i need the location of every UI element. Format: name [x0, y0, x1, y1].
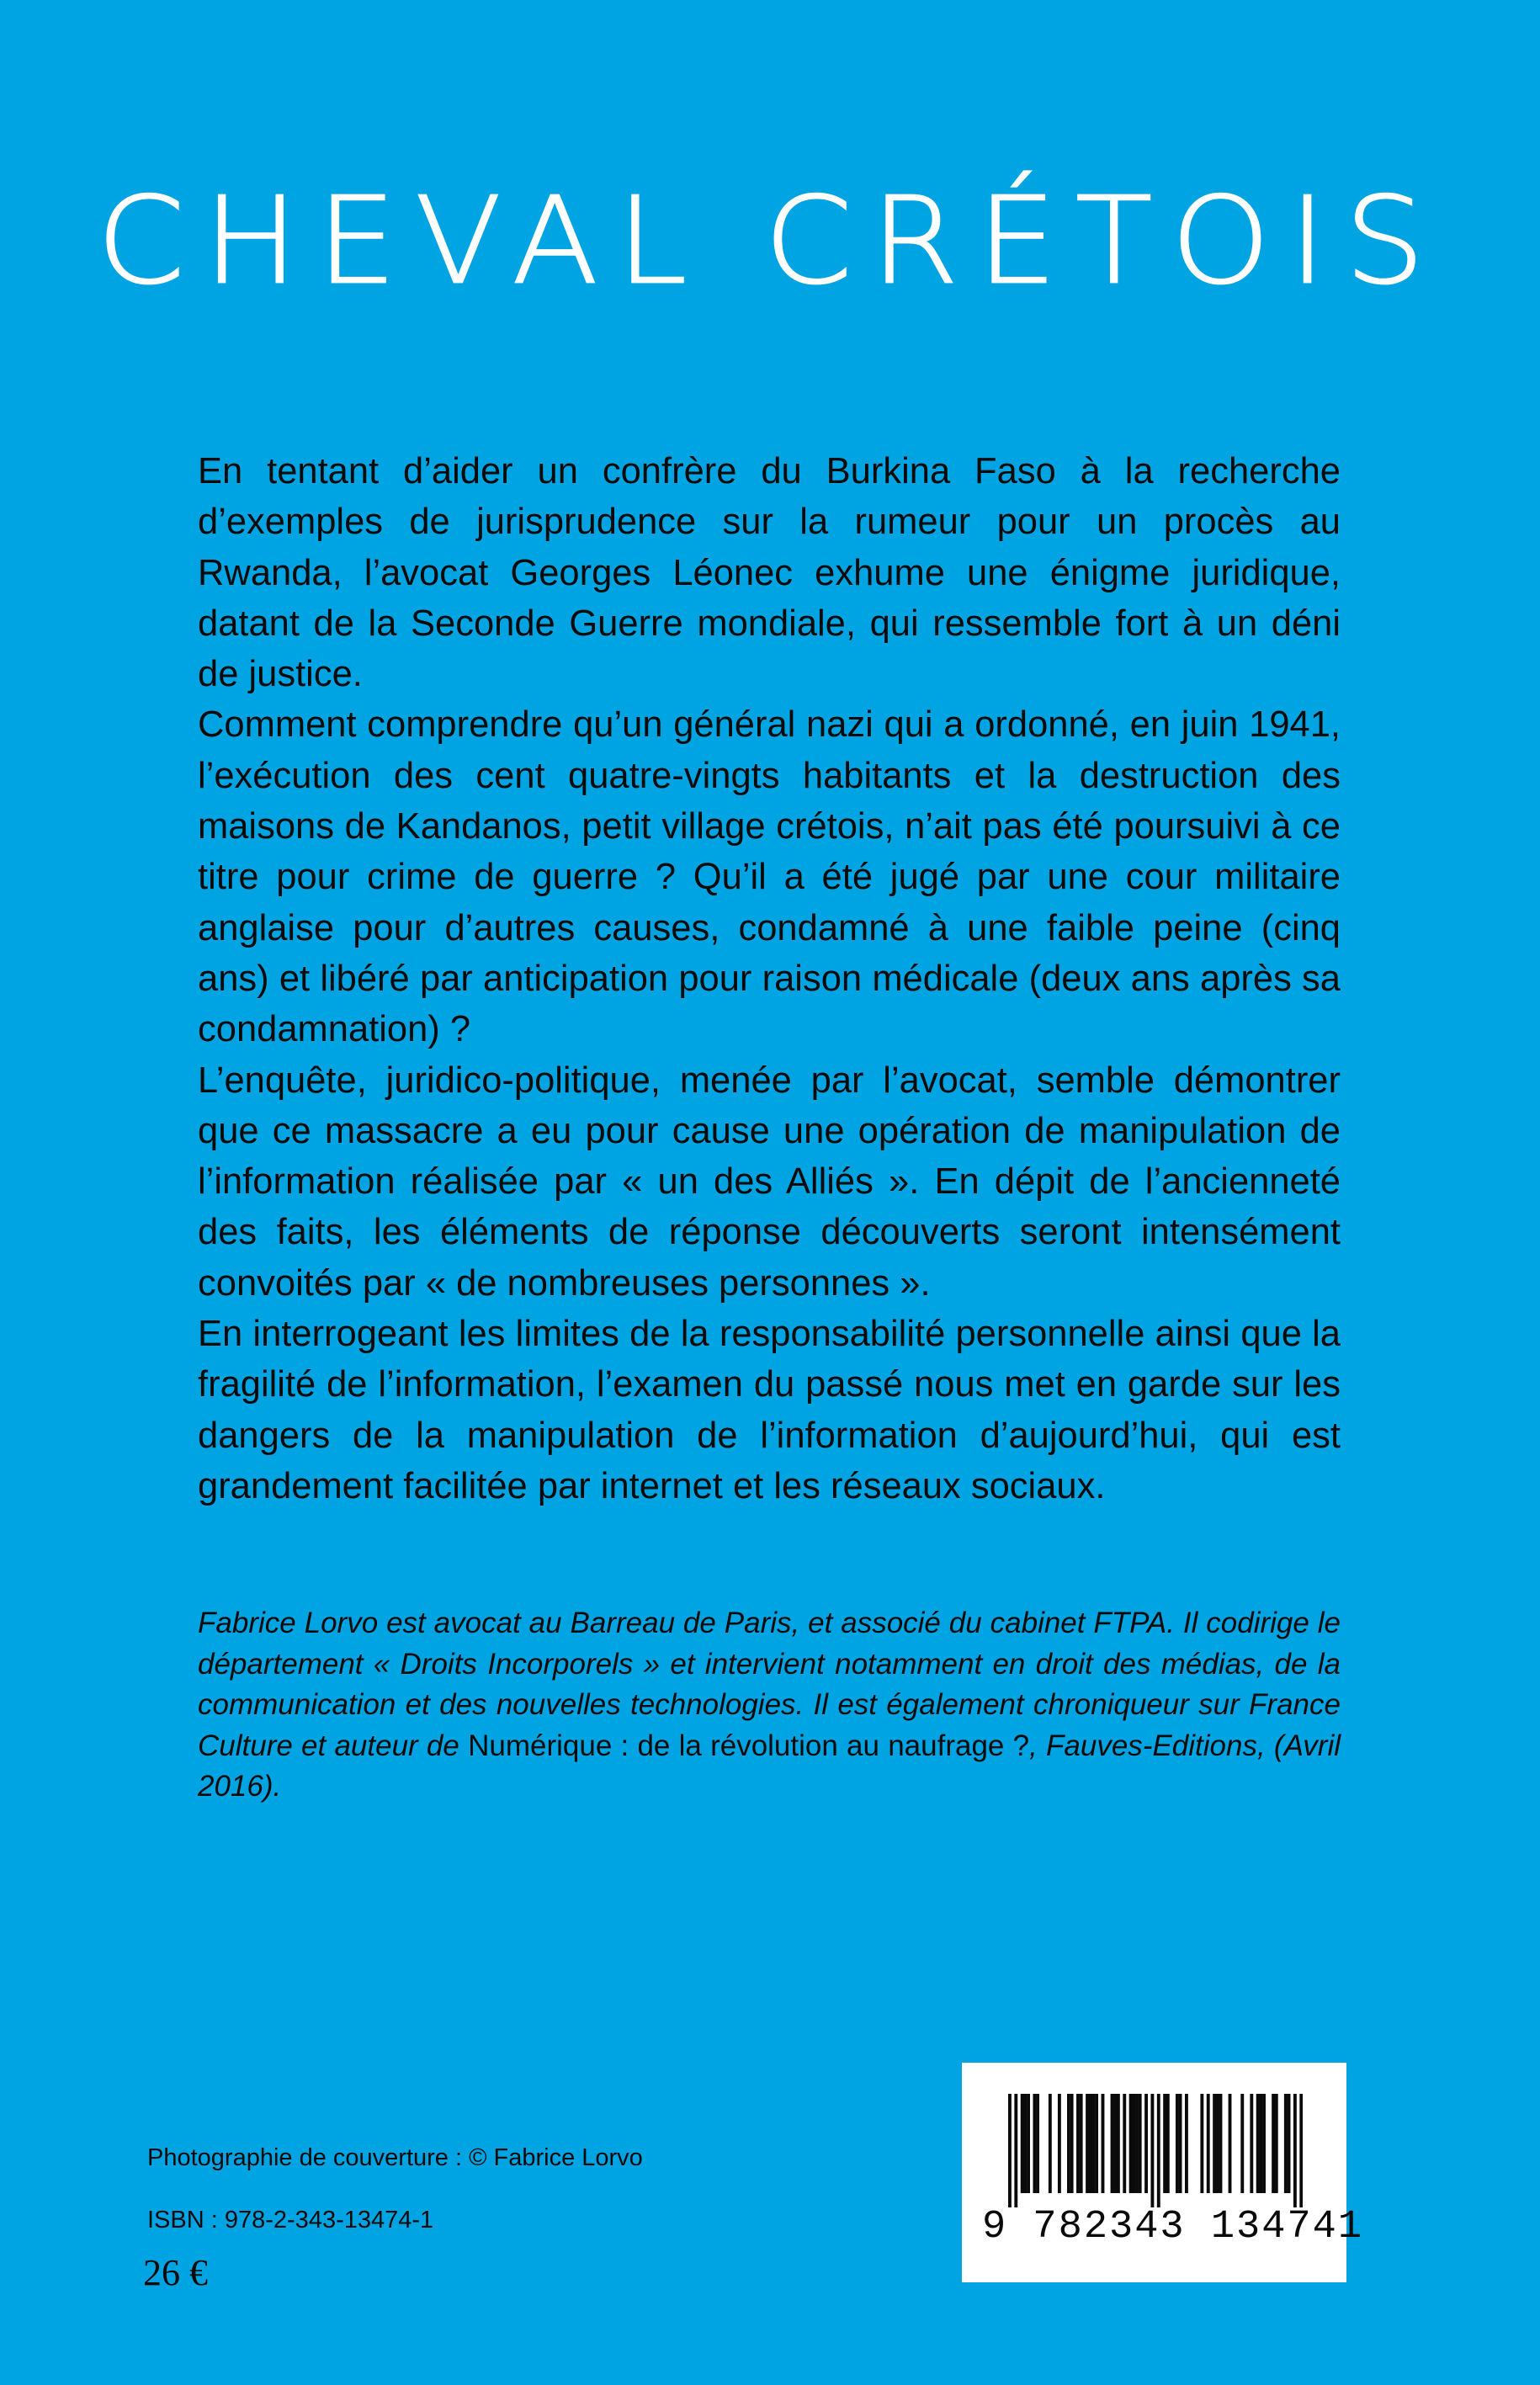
- barcode-bar: [1293, 2094, 1297, 2207]
- barcode-bar: [1089, 2094, 1092, 2193]
- barcode-digits: 9 782343 134741: [982, 2205, 1364, 2250]
- referenced-book-publisher: , Fauves-Editions, (Avril 2016).: [198, 1729, 1341, 1803]
- barcode-bar: [1229, 2094, 1232, 2193]
- barcode-bar: [1157, 2094, 1160, 2207]
- barcode-bar: [1207, 2094, 1210, 2193]
- summary-paragraph: En tentant d’aider un confrère du Burkina Faso à la recherche d’exemples de jurisprudence sur la rumeur pour un procès au Rwanda, l’avocat Georges Léonec exhume une énigme juridique, datant de la Seconde Guerre mondiale, qui ressemble fort à un déni de justice.: [198, 451, 1341, 695]
- barcode-bars: [1008, 2094, 1303, 2207]
- barcode: [962, 2063, 1364, 2282]
- barcode-bar: [1213, 2094, 1216, 2193]
- barcode-bar: [1036, 2094, 1039, 2193]
- barcode-bar: [1185, 2094, 1188, 2193]
- barcode-bar: [1163, 2094, 1166, 2193]
- isbn: ISBN : 978-2-343-13474-1: [147, 2207, 434, 2234]
- barcode-bar: [1200, 2094, 1203, 2193]
- barcode-bar: [1288, 2094, 1291, 2193]
- barcode-bar: [1111, 2094, 1114, 2193]
- barcode-bar: [1021, 2094, 1024, 2193]
- barcode-bar: [1070, 2094, 1074, 2193]
- author-bio-text: Fabrice Lorvo est avocat au Barreau de Paris, et associé du cabinet FTPA. Il codirige le département « Droits Incorporels » et intervient notamment en droit des médias, de la communication et des nouvelles technologies. Il est également chroniqueur sur France Culture et auteur de: [198, 1607, 1341, 1762]
- barcode-bar: [1067, 2094, 1070, 2193]
- barcode-bar: [1086, 2094, 1089, 2193]
- back-cover-summary: [198, 446, 1341, 1511]
- barcode-bar: [1076, 2094, 1080, 2193]
- barcode-bar: [1135, 2094, 1139, 2193]
- barcode-bar: [1014, 2094, 1017, 2207]
- barcode-bar: [1250, 2094, 1253, 2193]
- barcode-bar: [1275, 2094, 1278, 2193]
- barcode-bar: [1176, 2094, 1179, 2193]
- barcode-bar: [1166, 2094, 1170, 2193]
- barcode-bar: [1008, 2094, 1012, 2207]
- barcode-bar: [1179, 2094, 1182, 2193]
- barcode-bar: [1262, 2094, 1266, 2193]
- barcode-bar: [1033, 2094, 1036, 2193]
- barcode-bar: [1150, 2094, 1154, 2207]
- author-bio: [198, 1603, 1341, 1808]
- referenced-book-title: Numérique : de la révolution au naufrage ?: [468, 1729, 1030, 1762]
- barcode-bar: [1102, 2094, 1105, 2193]
- barcode-bar: [1080, 2094, 1083, 2193]
- summary-paragraph: Comment comprendre qu’un général nazi qui a ordonné, en juin 1941, l’exécution des cent quatre-vingts habitants et la destruction des maisons de Kandanos, petit village crétois, n’ait pas été poursuivi à ce titre pour crime de guerre ? Qu’il a été jugé par une cour militaire anglaise pour d’autres causes, condamné à une faible peine (cinq ans) et libéré par anticipation pour raison médicale (deux ans après sa condamnation) ?: [198, 704, 1341, 1050]
- barcode-bar: [1117, 2094, 1120, 2193]
- barcode-bar: [1132, 2094, 1135, 2193]
- barcode-bar: [1113, 2094, 1117, 2193]
- photo-credit: Photographie de couverture : © Fabrice Lorvo: [147, 2144, 643, 2171]
- summary-paragraph: L’enquête, juridico-politique, menée par l’avocat, semble démontrer que ce massacre a eu pour cause une opération de manipulation de l’information réalisée par « un des Alliés ». En dépit de l’ancienneté des faits, les éléments de réponse découverts seront intensément convoités par « de nombreuses personnes ».: [198, 1060, 1341, 1304]
- barcode-bar: [1256, 2094, 1260, 2193]
- price: 26 €: [143, 2252, 208, 2293]
- barcode-bar: [1139, 2094, 1142, 2193]
- barcode-bar: [1023, 2094, 1027, 2193]
- barcode-bar: [1091, 2094, 1095, 2193]
- barcode-bar: [1058, 2094, 1061, 2193]
- barcode-bar: [1129, 2094, 1133, 2193]
- barcode-bar: [1259, 2094, 1262, 2193]
- barcode-bar: [1219, 2094, 1223, 2193]
- barcode-bar: [1027, 2094, 1030, 2193]
- barcode-bar: [1299, 2094, 1303, 2207]
- summary-paragraph: En interrogeant les limites de la responsabilité personnelle ainsi que la fragilité de l’information, l’examen du passé nous met en garde sur les dangers de la manipulation de l’information d’aujourd’hui, qui est grandement facilitée par internet et les réseaux sociaux.: [198, 1314, 1341, 1506]
- barcode-bar: [1272, 2094, 1275, 2193]
- barcode-bar: [1216, 2094, 1219, 2193]
- barcode-bar: [1284, 2094, 1288, 2193]
- barcode-bar: [1123, 2094, 1126, 2193]
- book-title: CHEVAL CRÉTOIS: [96, 172, 1444, 311]
- barcode-bar: [1240, 2094, 1244, 2193]
- barcode-bar: [1144, 2094, 1148, 2193]
- barcode-bar: [1049, 2094, 1052, 2193]
- barcode-bar: [1095, 2094, 1098, 2193]
